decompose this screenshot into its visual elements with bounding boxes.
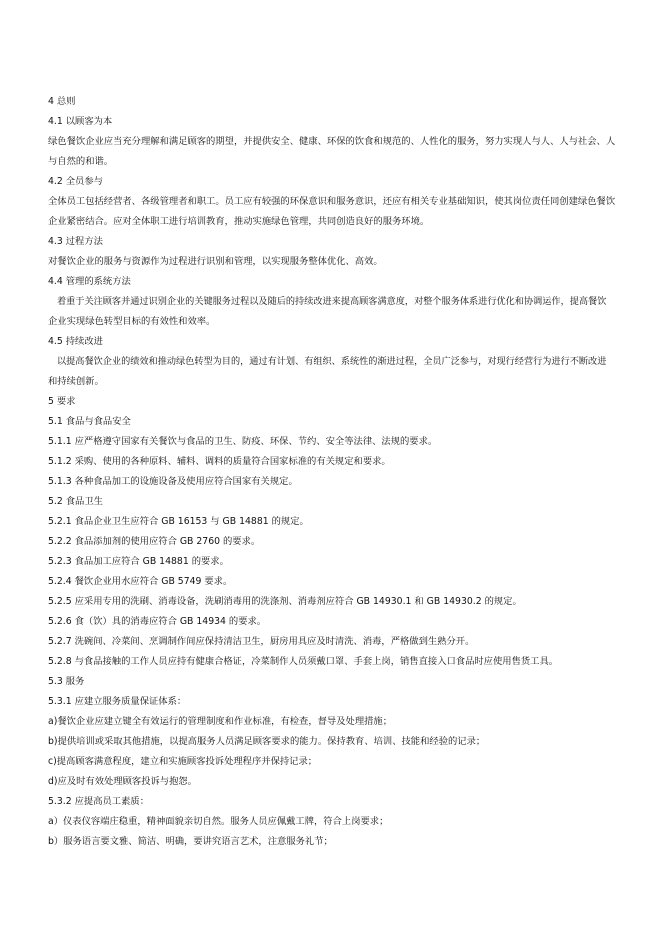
subsection-heading: 4.3 过程方法 — [48, 236, 103, 247]
subsection-heading: 4.4 管理的系统方法 — [48, 276, 131, 287]
clause-line: 5.1.1 应严格遵守国家有关餐饮与食品的卫生、防疫、环保、节约、安全等法律、法规的要求。 — [48, 436, 438, 447]
clause-line: 5.2.1 食品企业卫生应符合 GB 16153 与 GB 14881 的规定。 — [48, 516, 309, 527]
clause-line: 5.2.3 食品加工应符合 GB 14881 的要求。 — [48, 556, 229, 567]
paragraph-line: 着重于关注顾客并通过识别企业的关键服务过程以及随后的持续改进来提高顾客满意度，对整个服务体系进行优化和协调运作，提高餐饮 — [57, 296, 607, 307]
paragraph-line: 和持续创新。 — [48, 376, 104, 387]
subsection-heading: 5.1 食品与食品安全 — [48, 416, 131, 427]
clause-line: 5.2.6 食（饮）具的消毒应符合 GB 14934 的要求。 — [48, 616, 267, 627]
clause-line: 5.2.5 应采用专用的洗刷、消毒设备，洗刷消毒用的洗涤剂、消毒剂应符合 GB 14930.1 和 GB 14930.2 的规定。 — [48, 596, 522, 607]
subsection-heading: 4.1 以顾客为本 — [48, 116, 113, 127]
clause-line: 5.3.1 应建立服务质量保证体系： — [48, 696, 187, 707]
paragraph-line: 企业实现绿色转型目标的有效性和效率。 — [48, 316, 216, 327]
paragraph-line: 与自然的和谐。 — [48, 156, 114, 167]
list-item: b）服务语言要文雅、简洁、明确，要讲究语言艺术，注意服务礼节； — [48, 836, 333, 847]
clause-line: 5.2.4 餐饮企业用水应符合 GB 5749 要求。 — [48, 576, 233, 587]
clause-line: 5.3.2 应提高员工素质： — [48, 796, 149, 807]
paragraph-line: 企业紧密结合。应对全体职工进行培训教育，推动实施绿色管理，共同创造良好的服务环境。 — [48, 216, 430, 227]
clause-line: 5.1.3 各种食品加工的设施设备及使用应符合国家有关规定。 — [48, 476, 298, 487]
subsection-heading: 5.2 食品卫生 — [48, 496, 103, 507]
paragraph-line: 绿色餐饮企业应当充分理解和满足顾客的期望，并提供安全、健康、环保的饮食和规范的、人性化的服务，努力实现人与人、人与社会、人 — [48, 136, 616, 147]
clause-line: 5.2.2 食品添加剂的使用应符合 GB 2760 的要求。 — [48, 536, 261, 547]
list-item: b)提供培训或采取其他措施，以提高服务人员满足顾客要求的能力。保持教育、培训、技能和经验的记录； — [48, 736, 486, 747]
list-item: d)应及时有效处理顾客投诉与抱怨。 — [48, 776, 197, 787]
list-item: a）仪表仪容端庄稳重，精神面貌亲切自然。服务人员应佩戴工牌，符合上岗要求； — [48, 816, 389, 827]
section-heading: 5 要求 — [48, 396, 76, 407]
list-item: a)餐饮企业应建立键全有效运行的管理制度和作业标准，有检查，督导及处理措施； — [48, 716, 393, 727]
subsection-heading: 4.2 全员参与 — [48, 176, 103, 187]
paragraph-line: 以提高餐饮企业的绩效和推动绿色转型为目的，通过有计划、有组织、系统性的渐进过程，全员广泛参与，对现行经营行为进行不断改进 — [57, 356, 607, 367]
subsection-heading: 4.5 持续改进 — [48, 336, 103, 347]
paragraph-line: 全体员工包括经营者、各级管理者和职工。员工应有较强的环保意识和服务意识，还应有相关专业基础知识，使其岗位责任同创建绿色餐饮 — [48, 196, 616, 207]
clause-line: 5.1.2 采购、使用的各种原料、辅料、调料的质量符合国家标准的有关规定和要求。 — [48, 456, 391, 467]
clause-line: 5.2.7 洗碗间、冷菜间、烹调制作间应保持清洁卫生，厨房用具应及时清洗、消毒，严格做到生熟分开。 — [48, 636, 475, 647]
subsection-heading: 5.3 服务 — [48, 676, 85, 687]
section-heading: 4 总则 — [48, 96, 76, 107]
paragraph-line: 对餐饮企业的服务与资源作为过程进行识别和管理，以实现服务整体优化、高效。 — [48, 256, 383, 267]
clause-line: 5.2.8 与食品接触的工作人员应持有健康合格证，冷菜制作人员须戴口罩、手套上岗，销售直接入口食品时应使用售货工具。 — [48, 656, 559, 667]
list-item: c)提高顾客满意程度，建立和实施顾客投诉处理程序并保持记录； — [48, 756, 318, 767]
